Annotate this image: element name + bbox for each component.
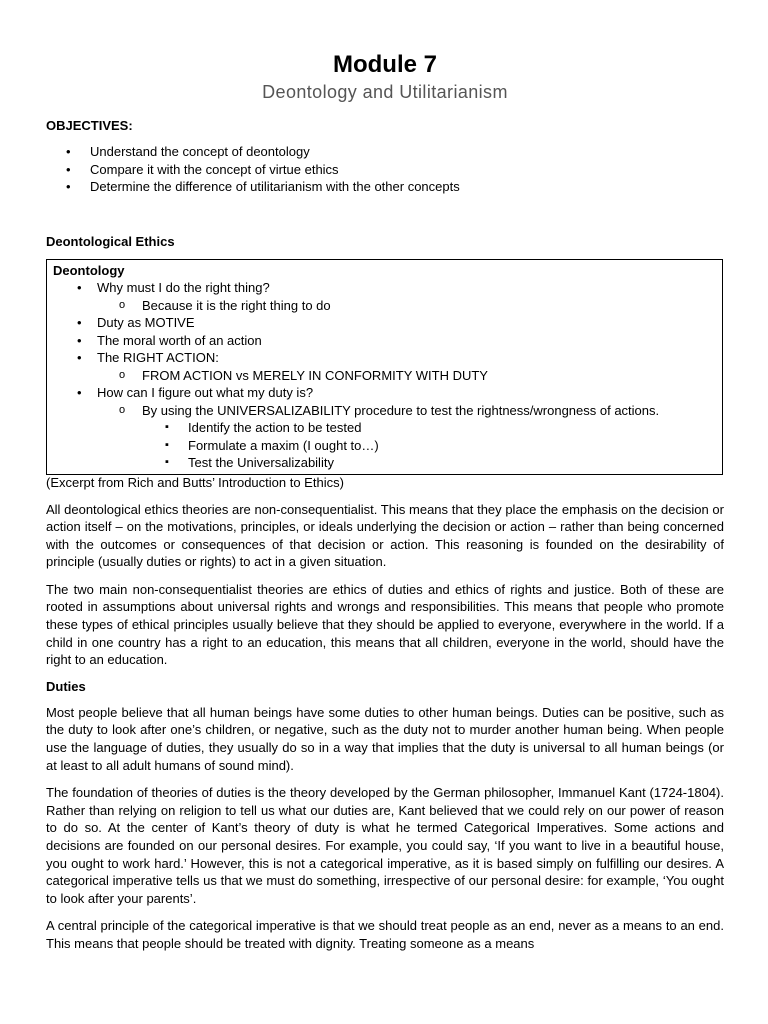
box-sub-bullet: o FROM ACTION vs MERELY IN CONFORMITY WITH DUTY	[53, 367, 716, 385]
box-bullet: • The moral worth of an action	[53, 332, 716, 350]
box-bullet: • Why must I do the right thing?	[53, 279, 716, 297]
box-square-bullet: ▪ Formulate a maxim (I ought to…)	[53, 437, 716, 455]
objectives-heading: OBJECTIVES:	[46, 118, 133, 133]
box-bullet: • How can I figure out what my duty is?	[53, 384, 716, 402]
box-caption: (Excerpt from Rich and Butts’ Introduction to Ethics)	[46, 474, 344, 490]
body-paragraph: All deontological ethics theories are non-consequentialist. This means that they place the emphasis on the decision or action itself – on the motivations, principles, or ideals underlying the decision or action – rather than being concerned with the outcomes or consequences of that decision or action. This reasoning is founded on the desirability of principle (usually duties or rights) to act in a given situation.	[46, 501, 724, 570]
objective-item: • Understand the concept of deontology	[90, 143, 724, 161]
deontology-summary-box	[46, 259, 723, 475]
page-title: Module 7	[332, 51, 437, 78]
body-paragraph: The two main non-consequentialist theories are ethics of duties and ethics of rights and justice. Both of these are rooted in assumptions about universal rights and wrongs and responsibilities. This means that people who promote these types of ethical principles usually believe that they should be applied to everyone, everywhere in the world. If a child in one country has a right to an education, this means that all children, everyone in the world, should have the right to an education.	[46, 581, 724, 668]
body-paragraph: A central principle of the categorical imperative is that we should treat people as an end, never as a means to an end. This means that people should be treated with dignity. Treating someone as a means	[46, 918, 724, 951]
objectives-list	[46, 143, 724, 196]
body-paragraph: The foundation of theories of duties is the theory developed by the German philosopher, Immanuel Kant (1724-1804). Rather than relying on religion to tell us what our duties are, Kant believed that we could rely on our power of reason to do so. At the center of Kant’s theory of duty is what he termed Categorical Imperatives. Some actions and decisions are founded on our personal desires. For example, you could say, ‘If you want to live in a beautiful house, you ought to work hard.’ However, this is not a categorical imperative, as it is based simply on fulfilling our desires. A categorical imperative tells us that we must do something, irrespective of our personal desire: for example, ‘You ought to look after your parents’.	[46, 785, 724, 906]
page-subtitle: Deontology and Utilitarianism	[262, 82, 508, 102]
body-paragraph: Most people believe that all human beings have some duties to other human beings. Duties can be positive, such as the duty to look after one’s children, or negative, such as the duty not to murder another human being. When people use the language of duties, they usually do so in a way that implies that the duty is universal to all human beings (or at least to all adult humans of sound mind).	[46, 704, 724, 773]
objective-item: • Compare it with the concept of virtue ethics	[90, 161, 724, 179]
box-bullet: • The RIGHT ACTION:	[53, 349, 716, 367]
duties-heading: Duties	[46, 678, 86, 694]
box-square-bullet: ▪ Identify the action to be tested	[53, 419, 716, 437]
box-sub-bullet: o By using the UNIVERSALIZABILITY procedure to test the rightness/wrongness of actions.	[53, 402, 716, 420]
objective-item: • Determine the difference of utilitarianism with the other concepts	[90, 178, 724, 196]
box-bullet: • Duty as MOTIVE	[53, 314, 716, 332]
document-page	[46, 50, 724, 963]
box-sub-bullet: o Because it is the right thing to do	[53, 297, 716, 315]
box-square-bullet: ▪ Test the Universalizability	[53, 454, 716, 472]
box-title: Deontology	[53, 262, 125, 278]
section-heading: Deontological Ethics	[46, 233, 175, 249]
